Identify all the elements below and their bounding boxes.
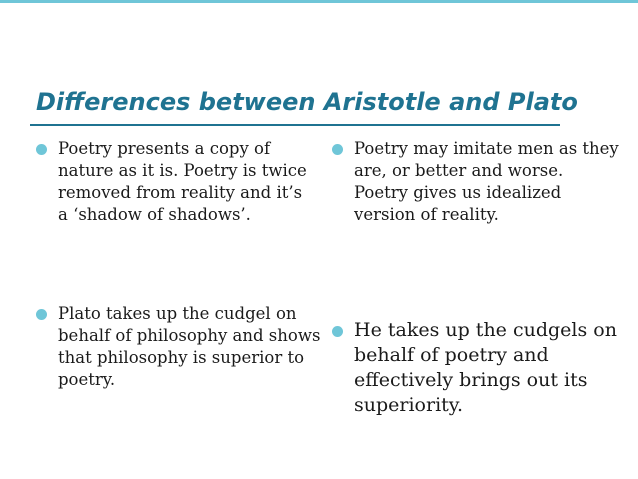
circle-bullet-icon [332,326,343,337]
top-accent-bar [0,0,638,3]
left-bullet-item-2 [34,303,333,391]
right-bullet-item-1 [330,138,620,226]
circle-bullet-icon [332,144,343,155]
right-bullet-text-2: He takes up the cudgels on behalf of poetry and effectively brings out its superiority. [354,319,617,416]
left-bullet-item-1 [34,138,309,226]
title-underline [30,124,560,126]
slide-title: Differences between Aristotle and Plato [36,88,578,116]
circle-bullet-icon [36,144,47,155]
left-bullet-text-1: Poetry presents a copy of nature as it is. Poetry is twice removed from reality and it’s a ‘shadow of shadows’. [58,139,307,224]
left-bullet-text-2: Plato takes up the cudgel on behalf of philosophy and shows that philosophy is superior to poetry. [58,304,321,389]
right-bullet-item-2 [330,318,638,418]
right-column [330,138,620,416]
right-bullet-text-1: Poetry may imitate men as they are, or better and worse. Poetry gives us idealized version of reality. [354,139,619,224]
circle-bullet-icon [36,309,47,320]
left-column [34,138,321,389]
